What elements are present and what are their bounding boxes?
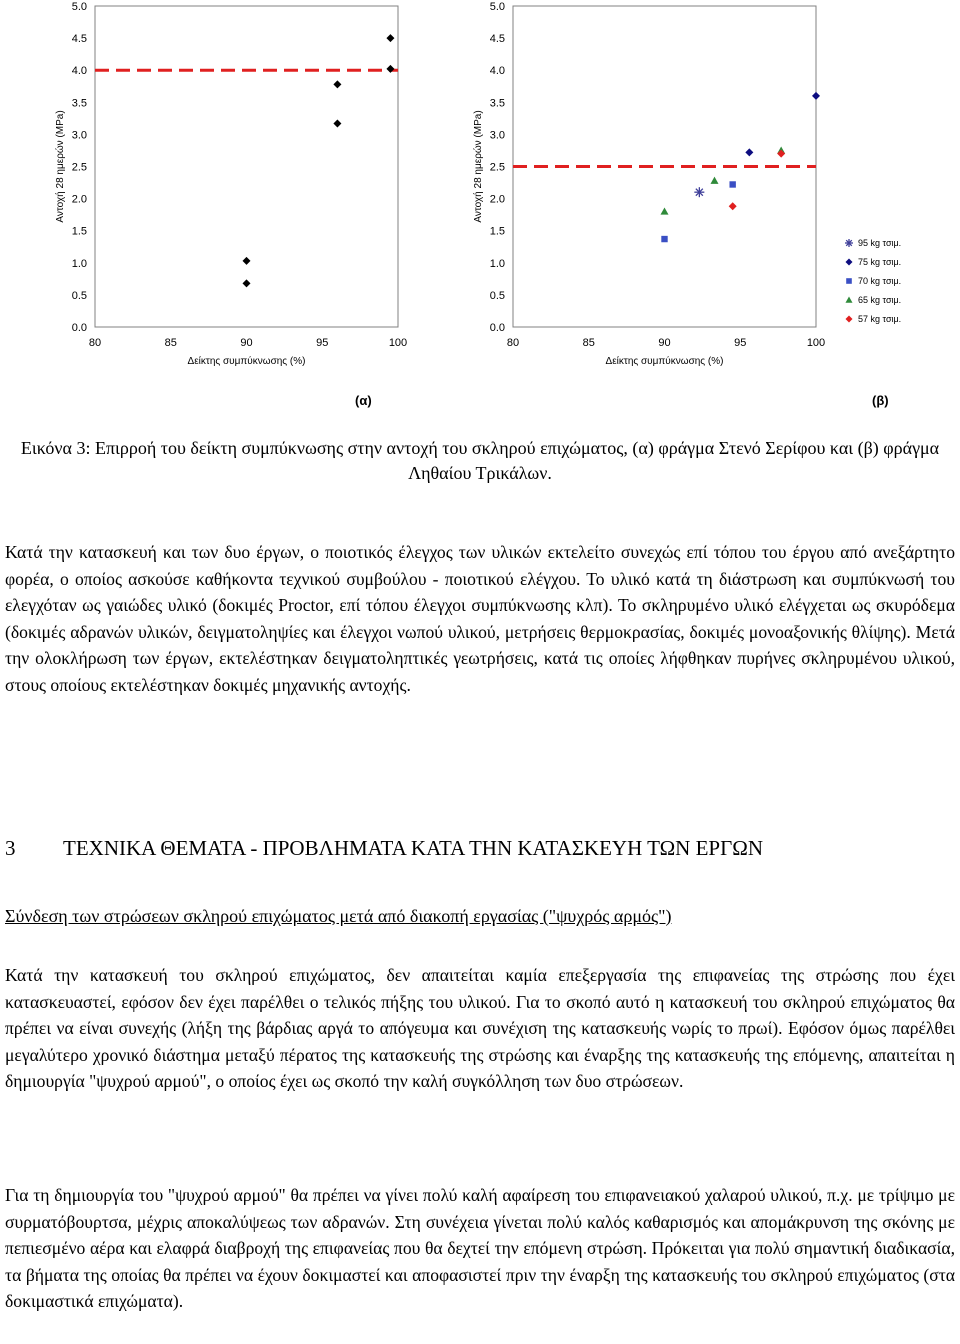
panel-label-a: (α) xyxy=(355,393,372,408)
legend-marker xyxy=(846,316,853,323)
section-heading xyxy=(5,836,763,861)
y-tick-label: 1.0 xyxy=(71,257,87,270)
y-axis-label: Αντοχή 28 ημερών (MPa) xyxy=(55,110,66,223)
legend-marker xyxy=(846,297,853,303)
x-tick-label: 85 xyxy=(164,337,177,349)
x-tick-label: 100 xyxy=(388,337,408,349)
data-point xyxy=(729,181,735,187)
data-point xyxy=(710,177,718,184)
y-tick-label: 2.5 xyxy=(71,161,87,174)
y-tick-label: 2.0 xyxy=(71,193,87,206)
x-tick-label: 90 xyxy=(240,337,253,349)
data-point xyxy=(661,236,667,242)
chart-b xyxy=(418,0,838,380)
chart-b-legend xyxy=(835,233,905,333)
legend-label: 70 kg τσιμ. xyxy=(858,276,902,286)
y-tick-label: 0.0 xyxy=(71,322,87,334)
section-title: ΤΕΧΝΙΚΑ ΘΕΜΑΤΑ - ΠΡΟΒΛΗΜΑΤΑ ΚΑΤΑ ΤΗΝ ΚΑΤΑΣΚΕΥΗ ΤΩΝ ΕΡΓΩΝ xyxy=(63,836,764,860)
data-point xyxy=(661,207,669,214)
y-tick-label: 0.0 xyxy=(489,322,505,334)
y-tick-label: 0.5 xyxy=(71,289,87,302)
x-tick-label: 80 xyxy=(88,337,102,349)
paragraph-cold-joint-procedure: Για τη δημιουργία του "ψυχρού αρμού" θα πρέπει να γίνει πολύ καλή αφαίρεση του επιφανειακού χαλαρού υλικού, π.χ. με τρίψιμο με συρματόβουρτσα, μέχρις αποκαλύψεως των αδρανών. Στη συνέχεια γίνεται πολύ καλός καθαρισμός και απομάκρυνση της σκόνης με πεπιεσμένο αέρα και ελαφρά διαβροχή της επιφανείας που θα δεχτεί την επόμενη στρώση. Πρόκειται για πολύ σημαντική διαδικασία, τα βήματα της οποίας θα πρέπει να έχουν δοκιμαστεί και αποφασιστεί πριν την έναρξη της κατασκευής του σκληρού επιχώματος (στα δοκιμαστικά επιχώματα). xyxy=(5,1185,955,1312)
legend-label: 95 kg τσιμ. xyxy=(858,238,902,248)
y-tick-label: 3.0 xyxy=(489,129,505,142)
data-point xyxy=(333,119,341,127)
y-tick-label: 3.0 xyxy=(71,129,87,142)
y-tick-label: 4.0 xyxy=(489,65,505,78)
x-tick-label: 80 xyxy=(506,337,520,349)
y-tick-label: 2.0 xyxy=(489,193,505,206)
legend-marker xyxy=(845,239,853,247)
x-axis-label: Δείκτης συμπύκνωσης (%) xyxy=(187,356,306,367)
y-tick-label: 2.5 xyxy=(489,161,505,174)
y-tick-label: 5.0 xyxy=(489,1,505,13)
panel-label-b: (β) xyxy=(872,393,889,408)
data-point xyxy=(729,202,737,210)
paragraph-quality-control: Κατά την κατασκευή και των δυο έργων, ο ποιοτικός έλεγχος των υλικών εκτελείτο συνεχώς επί τόπου του έργου από ανεξάρτητο φορέα, ο οποίος ασκούσε καθήκοντα τεχνικού συμβούλου - ποιοτικού ελέγχου. Το υλικό κατά τη διάστρωση και συμπύκνωσή του ελεγχόταν ως γαιώδες υλικό (δοκιμές Proctor, επί τόπου έλεγχοι συμπύκνωσης κλπ). Το σκληρυμένο υλικό ελέγχεται ως σκυρόδεμα (δοκιμές αδρανών υλικών, δειγματοληψίες και έλεγχοι νωπού υλικού, μετρήσεις θερμοκρασίας, δοκιμές μονοαξονικής θλίψης). Μετά την ολοκλήρωση των έργων, εκτελέστηκαν δειγματοληπτικές γεωτρήσεις, κατά τις οποίες λήφθηκαν πυρήνες σκληρυμένου υλικού, στους οποίους εκτελέστηκαν δοκιμές μηχανικής αντοχής. xyxy=(5,542,955,695)
data-point xyxy=(777,150,785,158)
y-tick-label: 3.5 xyxy=(489,97,505,110)
y-tick-label: 4.5 xyxy=(489,33,505,46)
plot-area xyxy=(95,6,398,327)
y-axis-label: Αντοχή 28 ημερών (MPa) xyxy=(473,110,484,223)
data-point xyxy=(694,187,704,197)
x-tick-label: 95 xyxy=(316,337,329,349)
subsection-heading: Σύνδεση των στρώσεων σκληρού επιχώματος μετά από διακοπή εργασίας ("ψυχρός αρμός") xyxy=(5,906,672,926)
data-point xyxy=(386,34,394,42)
data-point xyxy=(243,257,251,265)
y-tick-label: 1.5 xyxy=(489,225,505,238)
y-tick-label: 5.0 xyxy=(71,1,87,13)
legend-label: 75 kg τσιμ. xyxy=(858,257,902,267)
legend-marker xyxy=(846,278,852,284)
data-point xyxy=(386,65,394,73)
y-tick-label: 3.5 xyxy=(71,97,87,110)
section-number: 3 xyxy=(5,836,16,860)
x-tick-label: 95 xyxy=(734,337,747,349)
data-point xyxy=(243,279,251,287)
chart-a xyxy=(0,0,420,380)
x-tick-label: 85 xyxy=(582,337,595,349)
legend-label: 57 kg τσιμ. xyxy=(858,314,902,324)
figure-caption: Εικόνα 3: Επιρροή του δείκτη συμπύκνωσης στην αντοχή του σκληρού επιχώματος, (α) φράγμα Στενό Σερίφου και (β) φράγμα Ληθαίου Τρικάλων. xyxy=(20,438,940,483)
data-point xyxy=(333,80,341,88)
x-tick-label: 90 xyxy=(658,337,671,349)
data-point xyxy=(745,148,753,156)
y-tick-label: 1.0 xyxy=(489,257,505,270)
x-tick-label: 100 xyxy=(806,337,826,349)
y-tick-label: 1.5 xyxy=(71,225,87,238)
figure-charts xyxy=(0,0,960,420)
y-tick-label: 0.5 xyxy=(489,289,505,302)
legend-marker xyxy=(846,259,853,266)
legend-label: 65 kg τσιμ. xyxy=(858,295,902,305)
y-tick-label: 4.5 xyxy=(71,33,87,46)
data-point xyxy=(812,92,820,100)
x-axis-label: Δείκτης συμπύκνωσης (%) xyxy=(605,356,724,367)
y-tick-label: 4.0 xyxy=(71,65,87,78)
paragraph-cold-joint-intro: Κατά την κατασκευή του σκληρού επιχώματος, δεν απαιτείται καμία επεξεργασία της επιφανείας της στρώσης που έχει κατασκευαστεί, εφόσον δεν έχει παρέλθει ο τελικός πήξης του υλικού. Για το σκοπό αυτό η κατασκευή του σκληρού επιχώματος θα πρέπει να είναι συνεχής (λήξη της βάρδιας αργά το απόγευμα και συνέχιση της κατασκευής νωρίς το πρωί). Εφόσον όμως παρέλθει μεγαλύτερο χρονικό διάστημα μεταξύ πέρατος της κατασκευής της στρώσης και έναρξης της κατασκευής της επόμενης, απαιτείται η δημιουργία "ψυχρού αρμού", ο οποίος έχει ως σκοπό την καλή συγκόλληση των δυο στρώσεων. xyxy=(5,965,955,1092)
